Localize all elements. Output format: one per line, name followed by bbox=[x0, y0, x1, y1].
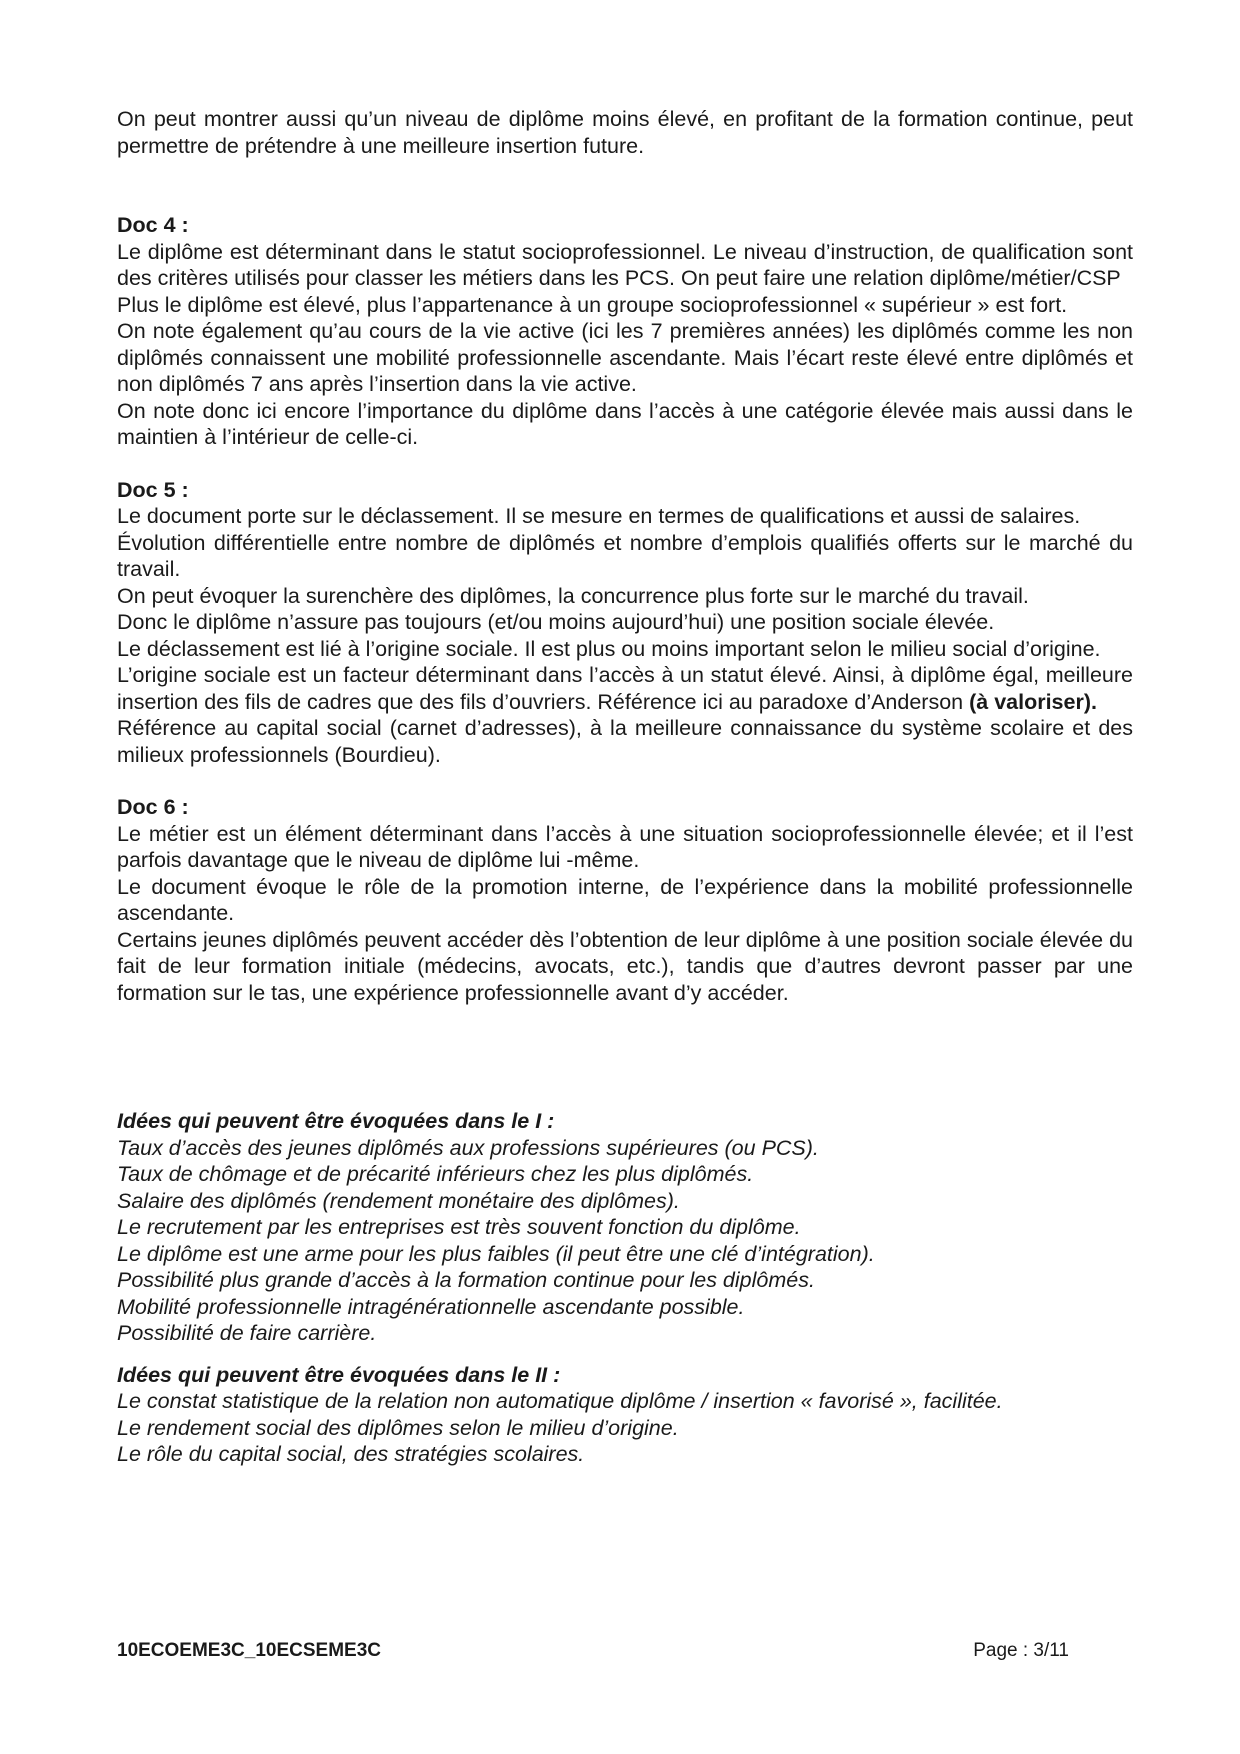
doc5-title: Doc 5 : bbox=[117, 477, 189, 502]
doc5-paragraph-1: Le document porte sur le déclassement. Il se mesure en termes de qualifications et aussi de salaires. bbox=[117, 504, 1081, 528]
doc6-paragraph-1: Le métier est un élément déterminant dans l’accès à une situation socioprofessionnelle élevée; et il l’est parfois davantage que le niveau de diplôme lui -même. bbox=[117, 821, 1133, 872]
intro-paragraph: On peut montrer aussi qu’un niveau de diplôme moins élevé, en profitant de la formation continue, peut permettre de prétendre à une meilleure insertion future. bbox=[117, 107, 1133, 158]
list-item: Mobilité professionnelle intragénérationnelle ascendante possible. bbox=[117, 1294, 745, 1319]
list-item: Possibilité de faire carrière. bbox=[117, 1321, 377, 1345]
list-item: Taux d’accès des jeunes diplômés aux professions supérieures (ou PCS). bbox=[117, 1135, 819, 1160]
document-code: 10ECOEME3C_10ECSEME3C bbox=[117, 1640, 381, 1661]
doc5-paragraph-4: Donc le diplôme n’assure pas toujours (et/ou moins aujourd’hui) une position sociale élevée. bbox=[117, 610, 995, 634]
ideas-part2-section bbox=[117, 1362, 1133, 1468]
list-item: Le rôle du capital social, des stratégies scolaires. bbox=[117, 1442, 585, 1466]
document-page bbox=[117, 106, 1133, 1468]
doc5-last-paragraph: Référence au capital social (carnet d’adresses), à la meilleure connaissance du système scolaire et des milieux professionnels (Bourdieu). bbox=[117, 716, 1133, 767]
list-item: Le rendement social des diplômes selon le milieu d’origine. bbox=[117, 1415, 679, 1440]
section-spacer bbox=[117, 1032, 1133, 1108]
doc5-anderson-note: (à valoriser). bbox=[969, 689, 1097, 714]
doc5-section bbox=[117, 477, 1133, 769]
doc5-paragraph-3: On peut évoquer la surenchère des diplômes, la concurrence plus forte sur le marché du travail. bbox=[117, 583, 1029, 608]
doc6-section bbox=[117, 794, 1133, 1006]
doc5-anderson-paragraph bbox=[117, 662, 1133, 715]
doc5-paragraph-2: Évolution différentielle entre nombre de diplômés et nombre d’emplois qualifiés offerts sur le marché du travail. bbox=[117, 530, 1133, 581]
ideas-part1-list bbox=[117, 1135, 1133, 1347]
doc6-title: Doc 6 : bbox=[117, 795, 189, 819]
list-item: Salaire des diplômés (rendement monétaire des diplômes). bbox=[117, 1188, 680, 1213]
doc4-paragraph-2: Plus le diplôme est élevé, plus l’appartenance à un groupe socioprofessionnel « supérieur » est fort. bbox=[117, 292, 1068, 317]
doc5-paragraph-5: Le déclassement est lié à l’origine sociale. Il est plus ou moins important selon le milieu social d’origine. bbox=[117, 636, 1101, 661]
list-item: Le diplôme est une arme pour les plus faibles (il peut être une clé d’intégration). bbox=[117, 1241, 875, 1266]
doc4-paragraph-1: Le diplôme est déterminant dans le statut socioprofessionnel. Le niveau d’instruction, de qualification sont des critères utilisés pour classer les métiers dans les PCS. On peut faire une relation diplôme/métier/CSP bbox=[117, 239, 1133, 290]
page-number: Page : 3/11 bbox=[973, 1640, 1069, 1661]
ideas-part1-title: Idées qui peuvent être évoquées dans le I : bbox=[117, 1109, 555, 1133]
list-item: Taux de chômage et de précarité inférieurs chez les plus diplômés. bbox=[117, 1162, 754, 1186]
page-footer bbox=[117, 1638, 1069, 1665]
ideas-part2-title: Idées qui peuvent être évoquées dans le II : bbox=[117, 1362, 561, 1387]
list-item: Le recrutement par les entreprises est très souvent fonction du diplôme. bbox=[117, 1215, 801, 1239]
list-item: Le constat statistique de la relation non automatique diplôme / insertion « favorisé », facilitée. bbox=[117, 1389, 1003, 1413]
doc4-section bbox=[117, 212, 1133, 451]
doc6-paragraph-2: Le document évoque le rôle de la promotion interne, de l’expérience dans la mobilité professionnelle ascendante. bbox=[117, 874, 1133, 925]
intro-block bbox=[117, 106, 1133, 159]
doc4-paragraph-3: On note également qu’au cours de la vie active (ici les 7 premières années) les diplômés comme les non diplômés connaissent une mobilité professionnelle ascendante. Mais l’écart reste élevé entre diplômés et non diplômés 7 ans après l’insertion dans la vie active. bbox=[117, 319, 1133, 396]
doc6-paragraph-3: Certains jeunes diplômés peuvent accéder dès l’obtention de leur diplôme à une position sociale élevée du fait de leur formation initiale (médecins, avocats, etc.), tandis que d’autres devront passer par une formation sur le tas, une expérience professionnelle avant d’y accéder. bbox=[117, 927, 1133, 1005]
list-item: Possibilité plus grande d’accès à la formation continue pour les diplômés. bbox=[117, 1268, 815, 1292]
ideas-part2-list bbox=[117, 1388, 1133, 1468]
doc4-paragraph-4: On note donc ici encore l’importance du diplôme dans l’accès à une catégorie élevée mais aussi dans le maintien à l’intérieur de celle-ci. bbox=[117, 398, 1133, 449]
doc5-anderson-text: L’origine sociale est un facteur déterminant dans l’accès à un statut élevé. Ainsi, à diplôme égal, meilleure insertion des fils de cadres que des fils d’ouvriers. Référence ici au paradoxe d’Anderson bbox=[117, 663, 1133, 714]
doc4-title: Doc 4 : bbox=[117, 213, 189, 237]
ideas-part1-section bbox=[117, 1108, 1133, 1347]
